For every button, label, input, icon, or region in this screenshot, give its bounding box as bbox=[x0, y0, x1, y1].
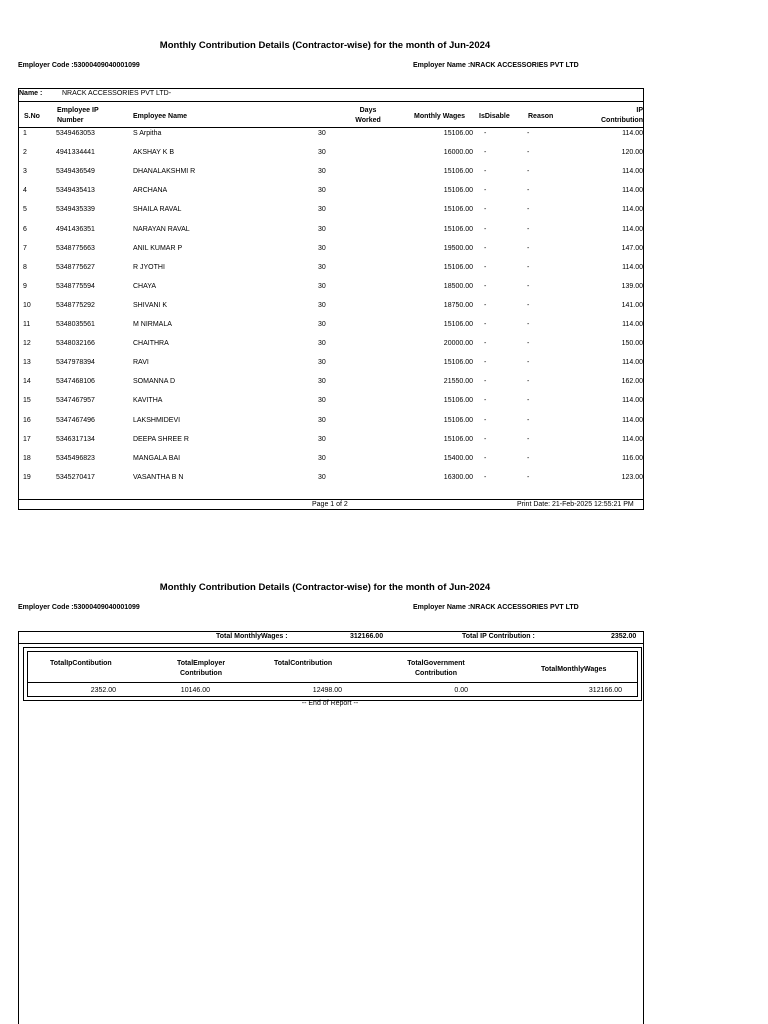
cell-ip-contribution: 114.00 bbox=[622, 130, 643, 137]
cell-employee-name: CHAITHRA bbox=[133, 340, 169, 348]
cell-monthly-wages: 15106.00 bbox=[443, 416, 473, 424]
table-row bbox=[18, 185, 644, 204]
cell-isdisable: - bbox=[484, 149, 487, 157]
cell-ip-contribution: 114.00 bbox=[622, 416, 643, 424]
cell-ip-contribution: 150.00 bbox=[621, 340, 643, 348]
summary-header-ip: TotalIpContibution bbox=[50, 660, 112, 667]
cell-monthly-wages: 16300.00 bbox=[443, 473, 473, 481]
cell-reason: - bbox=[527, 263, 530, 271]
cell-isdisable: - bbox=[484, 244, 487, 252]
cell-days-worked: 30 bbox=[318, 301, 326, 309]
cell-reason: - bbox=[527, 282, 530, 290]
cell-monthly-wages: 15106.00 bbox=[443, 263, 473, 271]
table-row bbox=[18, 147, 644, 166]
cell-sno: 1 bbox=[23, 130, 27, 137]
cell-days-worked: 30 bbox=[318, 168, 326, 176]
cell-ip-contribution: 123.00 bbox=[621, 473, 643, 481]
cell-monthly-wages: 18750.00 bbox=[443, 301, 473, 309]
table-row bbox=[18, 281, 644, 300]
cell-employee-name: MANGALA BAI bbox=[133, 454, 181, 462]
cell-monthly-wages: 15400.00 bbox=[443, 454, 473, 462]
table-row bbox=[18, 204, 644, 223]
cell-isdisable: - bbox=[484, 321, 487, 328]
cell-employee-name: ARCHANA bbox=[133, 187, 168, 195]
table-row bbox=[18, 357, 644, 376]
cell-ip-number: 5348775594 bbox=[56, 282, 95, 290]
cell-ip-contribution: 147.00 bbox=[621, 244, 643, 252]
cell-employee-name: R JYOTHI bbox=[133, 263, 165, 271]
cell-monthly-wages: 15106.00 bbox=[443, 225, 473, 233]
summary-value-government: 0.00 bbox=[454, 687, 468, 694]
cell-isdisable: - bbox=[484, 301, 487, 309]
cell-reason: - bbox=[527, 340, 530, 348]
cell-monthly-wages: 15106.00 bbox=[443, 397, 473, 405]
cell-reason: - bbox=[527, 244, 530, 252]
cell-ip-contribution: 141.00 bbox=[621, 301, 643, 309]
cell-reason: - bbox=[527, 149, 530, 157]
cell-isdisable: - bbox=[484, 282, 487, 290]
contractor-name-value: NRACK ACCESSORIES PVT LTD- bbox=[62, 90, 172, 97]
cell-days-worked: 30 bbox=[318, 378, 326, 386]
cell-monthly-wages: 15106.00 bbox=[443, 187, 473, 195]
cell-ip-number: 5348035561 bbox=[56, 321, 95, 328]
employer-code: Employer Code :53000409040001099 bbox=[18, 62, 140, 69]
cell-sno: 6 bbox=[23, 225, 27, 233]
cell-days-worked: 30 bbox=[318, 435, 326, 443]
cell-reason: - bbox=[527, 168, 530, 176]
table-row bbox=[18, 434, 644, 453]
cell-ip-contribution: 114.00 bbox=[622, 263, 643, 271]
cell-isdisable: - bbox=[484, 416, 487, 424]
table-row bbox=[18, 243, 644, 262]
cell-days-worked: 30 bbox=[318, 416, 326, 424]
cell-isdisable: - bbox=[484, 130, 487, 137]
cell-sno: 19 bbox=[23, 473, 31, 481]
cell-employee-name: SHIVANI K bbox=[133, 301, 168, 309]
table-row bbox=[18, 376, 644, 395]
cell-days-worked: 30 bbox=[318, 130, 326, 137]
cell-ip-contribution: 114.00 bbox=[622, 168, 643, 176]
cell-isdisable: - bbox=[484, 168, 487, 176]
end-of-report: -- End of Report -- bbox=[301, 700, 359, 707]
summary-header-wages: TotalMonthlyWages bbox=[541, 666, 607, 673]
cell-reason: - bbox=[527, 435, 530, 443]
summary-value-employer: 10146.00 bbox=[180, 687, 210, 694]
cell-employee-name: KAVITHA bbox=[133, 397, 163, 405]
cell-ip-number: 5347467496 bbox=[56, 416, 95, 424]
employer-name: Employer Name :NRACK ACCESSORIES PVT LTD bbox=[413, 62, 579, 69]
cell-ip-number: 5348775627 bbox=[56, 263, 95, 271]
cell-sno: 11 bbox=[23, 321, 31, 328]
cell-ip-contribution: 162.00 bbox=[621, 378, 643, 386]
cell-isdisable: - bbox=[484, 454, 487, 462]
cell-sno: 18 bbox=[23, 454, 31, 462]
table-row bbox=[18, 338, 644, 357]
col-header-ip-number: Employee IP Number bbox=[57, 107, 99, 124]
col-header-isdisable: IsDisable bbox=[479, 113, 510, 120]
cell-sno: 3 bbox=[23, 168, 27, 176]
table-top-border bbox=[18, 88, 644, 89]
cell-ip-number: 5348775292 bbox=[56, 301, 95, 309]
cell-days-worked: 30 bbox=[318, 263, 326, 271]
cell-sno: 5 bbox=[23, 206, 27, 214]
cell-ip-contribution: 120.00 bbox=[621, 149, 643, 157]
cell-ip-number: 4941334441 bbox=[56, 149, 95, 157]
cell-ip-number: 5347978394 bbox=[56, 359, 95, 367]
cell-ip-number: 5347468106 bbox=[56, 378, 95, 386]
cell-reason: - bbox=[527, 416, 530, 424]
cell-ip-number: 5345496823 bbox=[56, 454, 95, 462]
cell-employee-name: S Arpitha bbox=[133, 130, 162, 137]
cell-ip-contribution: 114.00 bbox=[622, 321, 643, 328]
cell-sno: 4 bbox=[23, 187, 27, 195]
table-row bbox=[18, 453, 644, 472]
cell-isdisable: - bbox=[484, 397, 487, 405]
cell-days-worked: 30 bbox=[318, 149, 326, 157]
cell-reason: - bbox=[527, 130, 530, 137]
cell-employee-name: LAKSHMIDEVI bbox=[133, 416, 181, 424]
page2-right-border bbox=[643, 631, 644, 1024]
summary-value-wages: 312166.00 bbox=[588, 687, 622, 694]
cell-isdisable: - bbox=[484, 263, 487, 271]
cell-ip-contribution: 114.00 bbox=[622, 397, 643, 405]
cell-ip-number: 5349436549 bbox=[56, 168, 95, 176]
cell-days-worked: 30 bbox=[318, 321, 326, 328]
total-wages-value: 312166.00 bbox=[350, 633, 384, 640]
cell-ip-contribution: 139.00 bbox=[621, 282, 643, 290]
cell-days-worked: 30 bbox=[318, 206, 326, 214]
cell-isdisable: - bbox=[484, 206, 487, 214]
cell-days-worked: 30 bbox=[318, 359, 326, 367]
page2-employer-code: Employer Code :53000409040001099 bbox=[18, 604, 140, 611]
cell-sno: 2 bbox=[23, 149, 27, 157]
cell-days-worked: 30 bbox=[318, 187, 326, 195]
cell-isdisable: - bbox=[484, 435, 487, 443]
table-row bbox=[18, 262, 644, 281]
cell-ip-number: 5348775663 bbox=[56, 244, 95, 252]
col-header-ip-contribution: IP Contribution bbox=[601, 107, 643, 124]
totals-top-border bbox=[18, 631, 644, 632]
cell-reason: - bbox=[527, 359, 530, 367]
cell-sno: 10 bbox=[23, 301, 31, 309]
cell-monthly-wages: 16000.00 bbox=[443, 149, 473, 157]
table-row bbox=[18, 415, 644, 434]
cell-monthly-wages: 15106.00 bbox=[443, 206, 473, 214]
cell-sno: 17 bbox=[23, 435, 31, 443]
totals-bottom-border bbox=[18, 643, 644, 644]
cell-isdisable: - bbox=[484, 225, 487, 233]
cell-ip-contribution: 114.00 bbox=[622, 359, 643, 367]
table-row bbox=[18, 166, 644, 185]
table-row bbox=[18, 395, 644, 414]
cell-sno: 14 bbox=[23, 378, 31, 386]
cell-monthly-wages: 19500.00 bbox=[443, 244, 473, 252]
summary-value-ip: 2352.00 bbox=[90, 687, 116, 694]
page2-employer-name: Employer Name :NRACK ACCESSORIES PVT LTD bbox=[413, 604, 579, 611]
cell-sno: 15 bbox=[23, 397, 31, 405]
cell-ip-contribution: 116.00 bbox=[622, 454, 643, 462]
cell-sno: 13 bbox=[23, 359, 31, 367]
cell-reason: - bbox=[527, 187, 530, 195]
cell-employee-name: SHAILA RAVAL bbox=[133, 206, 182, 214]
col-header-sno: S.No bbox=[24, 113, 40, 120]
cell-reason: - bbox=[527, 301, 530, 309]
cell-ip-number: 5349463053 bbox=[56, 130, 95, 137]
table-row bbox=[18, 128, 644, 147]
col-header-employee-name: Employee Name bbox=[133, 113, 188, 120]
cell-reason: - bbox=[527, 397, 530, 405]
cell-ip-number: 5349435413 bbox=[56, 187, 95, 195]
cell-days-worked: 30 bbox=[318, 340, 326, 348]
cell-reason: - bbox=[527, 454, 530, 462]
table-row bbox=[18, 300, 644, 319]
table-row bbox=[18, 224, 644, 243]
col-header-monthly-wages: Monthly Wages bbox=[414, 113, 466, 120]
page2-left-border bbox=[18, 631, 19, 1024]
table-row bbox=[18, 472, 644, 491]
cell-employee-name: ANIL KUMAR P bbox=[133, 244, 183, 252]
cell-isdisable: - bbox=[484, 473, 487, 481]
cell-days-worked: 30 bbox=[318, 397, 326, 405]
cell-ip-number: 5346317134 bbox=[56, 435, 95, 443]
cell-ip-number: 5347467957 bbox=[56, 397, 95, 405]
table-row bbox=[18, 319, 644, 338]
cell-sno: 12 bbox=[23, 340, 31, 348]
cell-employee-name: DEEPA SHREE R bbox=[133, 435, 189, 443]
cell-monthly-wages: 20000.00 bbox=[443, 340, 473, 348]
cell-sno: 8 bbox=[23, 263, 27, 271]
cell-employee-name: VASANTHA B N bbox=[133, 473, 184, 481]
cell-sno: 16 bbox=[23, 416, 31, 424]
total-wages-label: Total MonthlyWages : bbox=[216, 633, 288, 640]
cell-ip-number: 4941436351 bbox=[56, 225, 95, 233]
cell-monthly-wages: 15106.00 bbox=[443, 130, 473, 137]
total-ip-value: 2352.00 bbox=[611, 633, 637, 640]
cell-employee-name: AKSHAY K B bbox=[133, 149, 174, 157]
total-ip-label: Total IP Contribution : bbox=[462, 633, 535, 640]
cell-isdisable: - bbox=[484, 359, 487, 367]
summary-header-employer: TotalEmployer Contribution bbox=[176, 660, 226, 677]
cell-reason: - bbox=[527, 473, 530, 481]
cell-monthly-wages: 15106.00 bbox=[443, 168, 473, 176]
cell-days-worked: 30 bbox=[318, 244, 326, 252]
cell-ip-contribution: 114.00 bbox=[622, 225, 643, 233]
cell-employee-name: CHAYA bbox=[133, 282, 157, 290]
rows-bottom-border bbox=[18, 499, 644, 500]
cell-ip-contribution: 114.00 bbox=[622, 187, 643, 195]
table-bottom-border bbox=[18, 509, 644, 510]
cell-isdisable: - bbox=[484, 340, 487, 348]
cell-days-worked: 30 bbox=[318, 282, 326, 290]
cell-isdisable: - bbox=[484, 378, 487, 386]
summary-header-government: TotalGovernment Contribution bbox=[407, 660, 465, 677]
cell-monthly-wages: 15106.00 bbox=[443, 321, 473, 328]
print-date: Print Date: 21-Feb-2025 12:55:21 PM bbox=[517, 501, 634, 508]
cell-isdisable: - bbox=[484, 187, 487, 195]
page-number: Page 1 of 2 bbox=[312, 501, 348, 508]
name-row-divider bbox=[18, 101, 644, 102]
col-header-reason: Reason bbox=[528, 113, 554, 120]
cell-days-worked: 30 bbox=[318, 225, 326, 233]
cell-ip-contribution: 114.00 bbox=[622, 206, 643, 214]
summary-header-divider bbox=[28, 682, 637, 683]
cell-reason: - bbox=[527, 206, 530, 214]
cell-employee-name: M NIRMALA bbox=[133, 321, 172, 328]
cell-ip-number: 5349435339 bbox=[56, 206, 95, 214]
cell-monthly-wages: 21550.00 bbox=[443, 378, 473, 386]
cell-days-worked: 30 bbox=[318, 454, 326, 462]
cell-ip-number: 5348032166 bbox=[56, 340, 95, 348]
cell-reason: - bbox=[527, 378, 530, 386]
cell-ip-contribution: 114.00 bbox=[622, 435, 643, 443]
cell-employee-name: DHANALAKSHMI R bbox=[133, 168, 196, 176]
cell-monthly-wages: 15106.00 bbox=[443, 359, 473, 367]
cell-sno: 9 bbox=[23, 282, 27, 290]
cell-reason: - bbox=[527, 321, 530, 328]
cell-days-worked: 30 bbox=[318, 473, 326, 481]
cell-monthly-wages: 15106.00 bbox=[443, 435, 473, 443]
cell-reason: - bbox=[527, 225, 530, 233]
summary-header-total: TotalContribution bbox=[274, 660, 333, 667]
cell-monthly-wages: 18500.00 bbox=[443, 282, 473, 290]
page-title: Monthly Contribution Details (Contractor-wise) for the month of Jun-2024 bbox=[159, 40, 491, 51]
summary-value-total: 12498.00 bbox=[312, 687, 342, 694]
cell-sno: 7 bbox=[23, 244, 27, 252]
contractor-name-label: Name : bbox=[19, 90, 43, 97]
cell-ip-number: 5345270417 bbox=[56, 473, 95, 481]
page2-title: Monthly Contribution Details (Contractor-wise) for the month of Jun-2024 bbox=[159, 582, 491, 593]
cell-employee-name: NARAYAN RAVAL bbox=[133, 225, 190, 233]
col-header-days-worked: Days Worked bbox=[355, 107, 381, 124]
cell-employee-name: RAVI bbox=[133, 359, 149, 367]
cell-employee-name: SOMANNA D bbox=[133, 378, 176, 386]
